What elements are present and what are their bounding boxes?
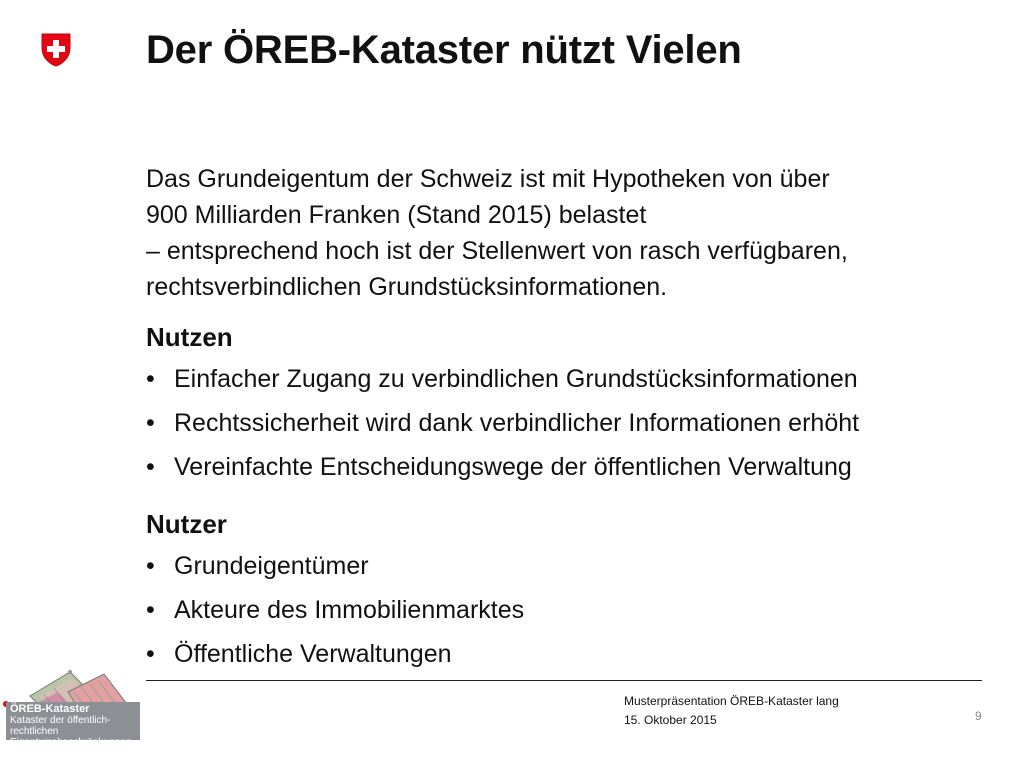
bullet-icon: • <box>146 409 155 437</box>
nutzer-heading: Nutzer <box>146 509 227 539</box>
footer-date: 15. Oktober 2015 <box>624 713 717 727</box>
bullet-icon: • <box>146 453 155 481</box>
logo-line: Eigentumsbeschränkungen <box>10 737 132 748</box>
intro-line: Das Grundeigentum der Schweiz ist mit Hypotheken von über <box>146 165 830 193</box>
nutzer-list <box>146 548 524 680</box>
intro-line: rechtsverbindlichen Grundstücksinformationen. <box>146 273 668 301</box>
nutzen-list <box>146 361 859 493</box>
footer-presentation: Musterpräsentation ÖREB-Kataster lang <box>624 694 839 708</box>
intro-line: 900 Milliarden Franken (Stand 2015) belastet <box>146 201 647 229</box>
list-item: • Akteure des Immobilienmarktes <box>146 592 524 636</box>
intro-line: – entsprechend hoch ist der Stellenwert von rasch verfügbaren, <box>146 237 848 265</box>
logo-label <box>6 702 140 748</box>
bullet-icon: • <box>146 640 155 668</box>
slide-title: Der ÖREB-Kataster nützt Vielen <box>146 28 742 72</box>
list-item: • Einfacher Zugang zu verbindlichen Grundstücksinformationen <box>146 361 859 405</box>
nutzen-section <box>146 322 859 493</box>
list-item: • Rechtssicherheit wird dank verbindlicher Informationen erhöht <box>146 405 859 449</box>
page-number: 9 <box>975 709 982 723</box>
logo-line: Kataster der öffentlich-rechtlichen <box>10 715 111 737</box>
logo-name: ÖREB-Kataster <box>10 703 90 715</box>
list-item: • Vereinfachte Entscheidungswege der öffentlichen Verwaltung <box>146 449 859 493</box>
nutzen-heading: Nutzen <box>146 322 233 352</box>
swiss-crest-icon <box>40 32 72 68</box>
bullet-icon: • <box>146 596 155 624</box>
intro-paragraph <box>146 161 1006 305</box>
list-item: • Öffentliche Verwaltungen <box>146 636 524 680</box>
bullet-icon: • <box>146 365 155 393</box>
footer-info <box>624 692 839 730</box>
footer-divider <box>146 680 982 681</box>
bullet-icon: • <box>146 552 155 580</box>
list-item: • Grundeigentümer <box>146 548 524 592</box>
nutzer-section <box>146 509 524 680</box>
